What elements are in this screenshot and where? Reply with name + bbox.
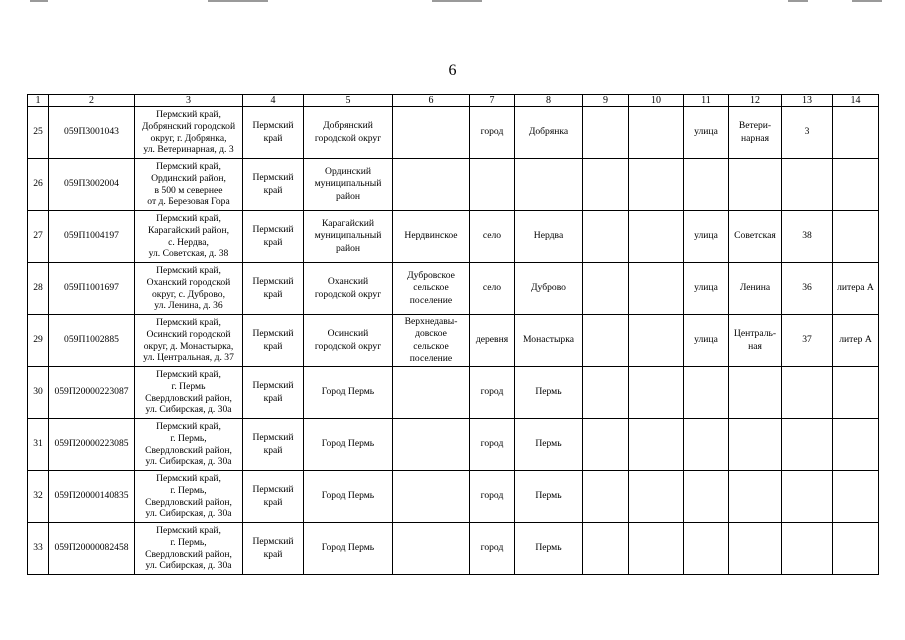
region-line: край [263, 392, 283, 404]
column-header: 8 [515, 95, 583, 107]
address-cell [135, 211, 243, 263]
municipality-line: район [335, 242, 361, 254]
address-line: Пермский край, [156, 160, 221, 172]
column-9-cell-cell [583, 367, 629, 419]
column-header: 11 [684, 95, 729, 107]
municipality-line: Город Пермь [321, 490, 375, 502]
address-line: Свердловский район, [145, 548, 232, 560]
region-cell [243, 471, 304, 523]
locality-cell: Нердва [515, 211, 583, 263]
column-header: 6 [393, 95, 470, 107]
object-code-cell: 059П20000223085 [49, 419, 135, 471]
address-line: ул. Сибирская, д. 30а [145, 404, 232, 416]
locality-type-cell: город [470, 523, 515, 575]
region-line: край [263, 132, 283, 144]
region-cell [243, 159, 304, 211]
street-type-cell [684, 471, 729, 523]
object-code-cell: 059П3001043 [49, 107, 135, 159]
street-type-cell [684, 523, 729, 575]
address-line: Добрянский городской [141, 120, 236, 132]
column-header: 13 [782, 95, 833, 107]
address-cell [135, 419, 243, 471]
column-10-cell-cell [629, 419, 684, 471]
region-line: край [263, 236, 283, 248]
settlement-line: поселение [409, 294, 453, 306]
region-cell [243, 419, 304, 471]
address-line: ул. Ветеринарная, д. 3 [143, 144, 234, 156]
street-line: нарная [741, 132, 769, 144]
municipality-cell [304, 107, 393, 159]
column-10-cell-cell [629, 107, 684, 159]
locality-cell: Добрянка [515, 107, 583, 159]
object-code-cell: 059П1001697 [49, 263, 135, 315]
address-line: Пермский край, [156, 316, 221, 328]
street-cell [729, 263, 782, 315]
address-line: с. Нердва, [168, 236, 209, 248]
municipality-cell [304, 315, 393, 367]
locality-cell [515, 159, 583, 211]
settlement-line: сельское [413, 282, 449, 294]
table-row [28, 315, 879, 367]
object-code-cell: 059П20000223087 [49, 367, 135, 419]
settlement-cell [393, 107, 470, 159]
column-header: 4 [243, 95, 304, 107]
street-line: Ленина [739, 282, 771, 294]
street-cell [729, 367, 782, 419]
street-cell [729, 159, 782, 211]
row-number-cell: 29 [28, 315, 49, 367]
region-line: край [263, 184, 283, 196]
table-row [28, 471, 879, 523]
municipality-line: Город Пермь [321, 438, 375, 450]
column-9-cell-cell [583, 107, 629, 159]
settlement-line: довское [415, 328, 447, 340]
table-row [28, 263, 879, 315]
building-cell [833, 419, 879, 471]
house-number-cell [782, 419, 833, 471]
scan-top-marks [0, 0, 905, 6]
column-header: 14 [833, 95, 879, 107]
settlement-line: сельское [413, 340, 449, 352]
address-cell [135, 315, 243, 367]
address-line: Ординский район, [151, 172, 226, 184]
street-cell [729, 471, 782, 523]
column-10-cell-cell [629, 211, 684, 263]
municipality-line: Карагайский [321, 217, 375, 229]
region-cell [243, 263, 304, 315]
settlement-cell [393, 159, 470, 211]
building-cell [833, 107, 879, 159]
locality-type-cell: город [470, 367, 515, 419]
column-10-cell-cell [629, 315, 684, 367]
region-line: край [263, 496, 283, 508]
locality-type-cell [470, 159, 515, 211]
street-type-cell [684, 367, 729, 419]
locality-cell: Пермь [515, 367, 583, 419]
locality-type-cell: село [470, 263, 515, 315]
column-9-cell-cell [583, 263, 629, 315]
table-row [28, 523, 879, 575]
settlement-cell [393, 211, 470, 263]
address-line: в 500 м севернее [154, 184, 223, 196]
municipality-line: Город Пермь [321, 386, 375, 398]
locality-type-cell: село [470, 211, 515, 263]
street-line: ная [748, 340, 762, 352]
municipality-cell [304, 367, 393, 419]
row-number-cell: 25 [28, 107, 49, 159]
table-row [28, 107, 879, 159]
region-line: Пермский [252, 276, 294, 288]
house-number-cell: 3 [782, 107, 833, 159]
column-9-cell-cell [583, 211, 629, 263]
column-10-cell-cell [629, 523, 684, 575]
address-line: округ, с. Дуброво, [152, 288, 225, 300]
region-line: Пермский [252, 484, 294, 496]
municipality-line: муниципальный [314, 178, 382, 190]
settlement-line: поселение [409, 352, 453, 364]
building-cell [833, 523, 879, 575]
column-10-cell-cell [629, 471, 684, 523]
registry-table [27, 94, 879, 575]
column-header: 7 [470, 95, 515, 107]
column-header: 1 [28, 95, 49, 107]
region-cell [243, 211, 304, 263]
street-type-cell [684, 419, 729, 471]
municipality-cell [304, 471, 393, 523]
municipality-line: Оханский [327, 276, 369, 288]
locality-cell: Дуброво [515, 263, 583, 315]
row-number-cell: 28 [28, 263, 49, 315]
street-cell [729, 315, 782, 367]
address-line: Пермский край, [156, 368, 221, 380]
settlement-cell [393, 315, 470, 367]
municipality-line: городской округ [314, 340, 382, 352]
municipality-cell [304, 419, 393, 471]
address-line: г. Пермь [171, 380, 206, 392]
row-number-cell: 30 [28, 367, 49, 419]
column-9-cell-cell [583, 419, 629, 471]
object-code-cell: 059П1004197 [49, 211, 135, 263]
address-line: ул. Советская, д. 38 [148, 248, 229, 260]
address-line: Свердловский район, [145, 392, 232, 404]
address-cell [135, 471, 243, 523]
address-line: Пермский край, [156, 420, 221, 432]
row-number-cell: 26 [28, 159, 49, 211]
locality-type-cell: деревня [470, 315, 515, 367]
address-cell [135, 367, 243, 419]
table-row [28, 419, 879, 471]
header-row [28, 95, 879, 107]
region-line: край [263, 548, 283, 560]
municipality-line: район [335, 190, 361, 202]
region-line: край [263, 288, 283, 300]
settlement-cell [393, 419, 470, 471]
house-number-cell: 36 [782, 263, 833, 315]
locality-type-cell: город [470, 419, 515, 471]
street-cell [729, 419, 782, 471]
region-cell [243, 107, 304, 159]
address-line: ул. Ленина, д. 36 [154, 300, 223, 312]
house-number-cell [782, 523, 833, 575]
column-header: 10 [629, 95, 684, 107]
address-line: Свердловский район, [145, 496, 232, 508]
municipality-line: городской округ [314, 288, 382, 300]
region-line: Пермский [252, 380, 294, 392]
address-line: Пермский край, [156, 524, 221, 536]
municipality-cell [304, 159, 393, 211]
locality-cell: Монастырка [515, 315, 583, 367]
column-9-cell-cell [583, 471, 629, 523]
house-number-cell [782, 367, 833, 419]
column-9-cell-cell [583, 159, 629, 211]
municipality-line: муниципальный [314, 230, 382, 242]
region-line: Пермский [252, 224, 294, 236]
address-line: от д. Березовая Гора [147, 196, 230, 208]
settlement-cell [393, 367, 470, 419]
building-cell: литер А [833, 315, 879, 367]
house-number-cell [782, 159, 833, 211]
object-code-cell: 059П3002004 [49, 159, 135, 211]
settlement-line: Дубровское [407, 269, 455, 281]
address-line: ул. Центральная, д. 37 [143, 352, 234, 364]
region-cell [243, 315, 304, 367]
building-cell [833, 211, 879, 263]
row-number-cell: 32 [28, 471, 49, 523]
house-number-cell [782, 471, 833, 523]
locality-type-cell: город [470, 107, 515, 159]
address-line: округ, г. Добрянка, [150, 132, 227, 144]
address-line: ул. Сибирская, д. 30а [145, 560, 232, 572]
building-cell [833, 159, 879, 211]
column-10-cell-cell [629, 367, 684, 419]
column-9-cell-cell [583, 523, 629, 575]
region-line: край [263, 340, 283, 352]
address-line: Свердловский район, [145, 444, 232, 456]
address-line: Пермский край, [156, 212, 221, 224]
settlement-cell [393, 263, 470, 315]
row-number-cell: 31 [28, 419, 49, 471]
locality-cell: Пермь [515, 419, 583, 471]
address-line: Карагайский район, [147, 224, 230, 236]
page-number: 6 [448, 62, 457, 79]
locality-type-cell: город [470, 471, 515, 523]
street-type-cell: улица [684, 263, 729, 315]
municipality-line: городской округ [314, 132, 382, 144]
region-cell [243, 367, 304, 419]
address-line: г. Пермь, [170, 536, 207, 548]
municipality-cell [304, 263, 393, 315]
address-cell [135, 107, 243, 159]
house-number-cell: 38 [782, 211, 833, 263]
object-code-cell: 059П20000082458 [49, 523, 135, 575]
address-line: Пермский край, [156, 108, 221, 120]
address-line: ул. Сибирская, д. 30а [145, 508, 232, 520]
column-10-cell-cell [629, 263, 684, 315]
column-header: 3 [135, 95, 243, 107]
address-line: Оханский городской [146, 276, 231, 288]
street-cell [729, 211, 782, 263]
object-code-cell: 059П20000140835 [49, 471, 135, 523]
building-cell: литера А [833, 263, 879, 315]
column-10-cell-cell [629, 159, 684, 211]
table-row [28, 211, 879, 263]
address-line: Осинский городской [146, 328, 231, 340]
table-body [28, 107, 879, 575]
row-number-cell: 27 [28, 211, 49, 263]
address-cell [135, 159, 243, 211]
locality-cell: Пермь [515, 523, 583, 575]
object-code-cell: 059П1002885 [49, 315, 135, 367]
address-cell [135, 523, 243, 575]
building-cell [833, 471, 879, 523]
house-number-cell: 37 [782, 315, 833, 367]
settlement-cell [393, 523, 470, 575]
street-type-cell: улица [684, 315, 729, 367]
street-cell [729, 107, 782, 159]
address-line: г. Пермь, [170, 484, 207, 496]
settlement-line: Верхнедавы- [404, 315, 458, 327]
municipality-line: Добрянский [323, 120, 373, 132]
address-line: Пермский край, [156, 472, 221, 484]
address-line: г. Пермь, [170, 432, 207, 444]
locality-cell: Пермь [515, 471, 583, 523]
street-line: Советская [734, 230, 776, 242]
column-9-cell-cell [583, 315, 629, 367]
address-line: ул. Сибирская, д. 30а [145, 456, 232, 468]
column-header: 5 [304, 95, 393, 107]
building-cell [833, 367, 879, 419]
row-number-cell: 33 [28, 523, 49, 575]
municipality-cell [304, 211, 393, 263]
settlement-line: Нердвинское [404, 230, 458, 242]
address-cell [135, 263, 243, 315]
region-line: Пермский [252, 328, 294, 340]
column-header: 9 [583, 95, 629, 107]
table-row [28, 159, 879, 211]
street-type-cell: улица [684, 211, 729, 263]
region-line: край [263, 444, 283, 456]
column-header: 12 [729, 95, 782, 107]
table-row [28, 367, 879, 419]
address-line: Пермский край, [156, 264, 221, 276]
municipality-line: Осинский [327, 328, 369, 340]
street-type-cell [684, 159, 729, 211]
region-cell [243, 523, 304, 575]
region-line: Пермский [252, 536, 294, 548]
street-type-cell: улица [684, 107, 729, 159]
municipality-line: Город Пермь [321, 542, 375, 554]
municipality-cell [304, 523, 393, 575]
street-line: Ветери- [738, 120, 772, 132]
settlement-cell [393, 471, 470, 523]
region-line: Пермский [252, 120, 294, 132]
region-line: Пермский [252, 172, 294, 184]
street-line: Централь- [733, 328, 777, 340]
address-line: округ, д. Монастырка, [143, 340, 234, 352]
column-header: 2 [49, 95, 135, 107]
region-line: Пермский [252, 432, 294, 444]
street-cell [729, 523, 782, 575]
municipality-line: Ординский [325, 165, 371, 177]
